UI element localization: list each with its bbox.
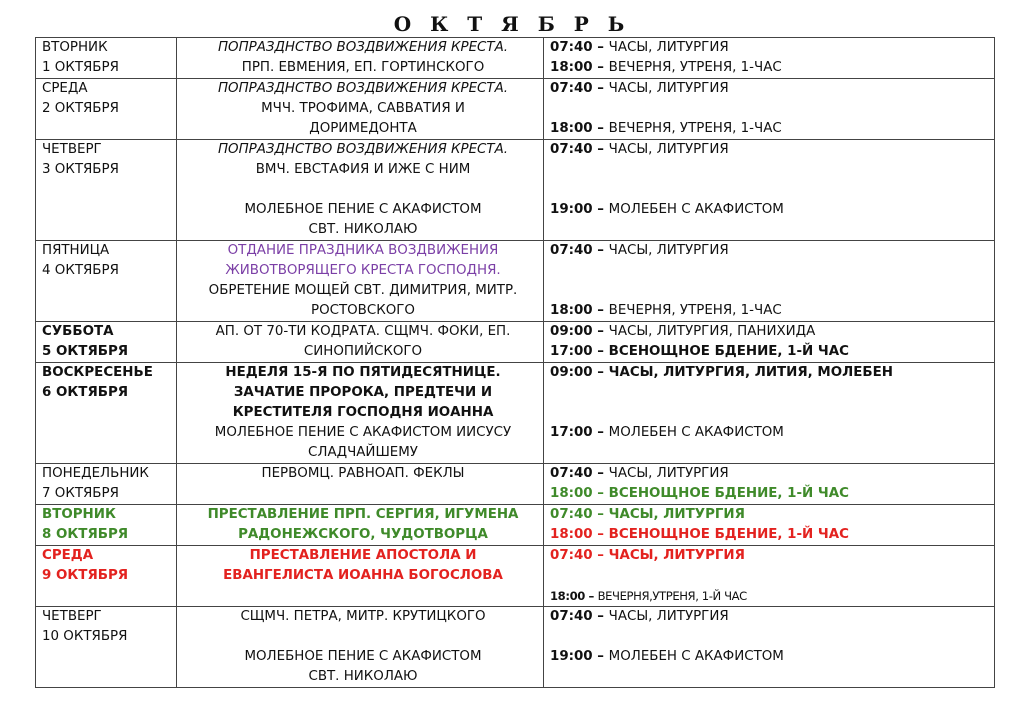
day-cell <box>36 241 177 322</box>
feast-line: МОЛЕБНОЕ ПЕНИЕ С АКАФИСТОМ ИИСУСУ <box>214 425 512 440</box>
service-line <box>550 99 994 119</box>
time-separator: – <box>592 121 609 136</box>
services-cell <box>544 607 995 688</box>
service-description: ЧАСЫ, ЛИТУРГИЯ, ПАНИХИДА <box>608 324 816 339</box>
day-cell <box>36 79 177 140</box>
weekday-label: ВТОРНИК <box>42 40 108 55</box>
feast-cell <box>177 79 544 140</box>
services-cell <box>544 322 995 363</box>
date-label: 4 ОКТЯБРЯ <box>42 263 119 278</box>
service-time: 07:40 <box>550 609 593 624</box>
service-line <box>550 160 994 180</box>
service-line <box>550 140 994 160</box>
service-line <box>550 38 994 58</box>
feast-line: ЕВАНГЕЛИСТА ИОАННА БОГОСЛОВА <box>223 568 503 583</box>
service-time: 09:00 <box>550 365 593 380</box>
services-cell <box>544 505 995 546</box>
service-line <box>550 505 994 525</box>
service-line <box>550 200 994 220</box>
feast-cell <box>177 322 544 363</box>
feast-line: ПЕРВОМЦ. РАВНОАП. ФЕКЛЫ <box>261 466 465 481</box>
weekday-label: ВОСКРЕСЕНЬЕ <box>42 365 153 380</box>
time-separator: – <box>592 324 609 339</box>
feast-line <box>183 180 543 200</box>
feast-line <box>183 627 543 647</box>
feast-line: ПОПРАЗДНСТВО ВОЗДВИЖЕНИЯ КРЕСТА. <box>217 142 509 157</box>
service-line <box>550 484 994 504</box>
service-description: МОЛЕБЕН С АКАФИСТОМ <box>608 649 784 664</box>
day-cell <box>36 546 177 607</box>
services-cell <box>544 140 995 241</box>
schedule-row <box>36 363 995 464</box>
date-label: 9 ОКТЯБРЯ <box>42 568 129 583</box>
service-time: 07:40 <box>550 507 593 522</box>
service-line <box>550 586 994 606</box>
date-label: 8 ОКТЯБРЯ <box>42 527 129 542</box>
service-description: ВСЕНОЩНОЕ БДЕНИЕ, 1-Й ЧАС <box>608 486 849 501</box>
feast-line: ВМЧ. ЕВСТАФИЯ И ИЖЕ С НИМ <box>255 162 471 177</box>
service-time: 18:00 <box>550 527 593 542</box>
date-label: 5 ОКТЯБРЯ <box>42 344 129 359</box>
feast-line: СЛАДЧАЙШЕМУ <box>308 445 418 460</box>
service-description: ВСЕНОЩНОЕ БДЕНИЕ, 1-Й ЧАС <box>608 344 849 359</box>
time-separator: – <box>592 548 609 563</box>
service-time: 07:40 <box>550 40 593 55</box>
time-separator: – <box>592 486 609 501</box>
service-time: 17:00 <box>550 344 593 359</box>
feast-line: ДОРИМЕДОНТА <box>309 121 417 136</box>
service-description: ЧАСЫ, ЛИТУРГИЯ <box>608 81 729 96</box>
time-separator: – <box>592 40 609 55</box>
feast-line: МОЛЕБНОЕ ПЕНИЕ С АКАФИСТОМ <box>244 649 482 664</box>
time-separator: – <box>592 527 609 542</box>
service-time: 19:00 <box>550 649 593 664</box>
service-line <box>550 79 994 99</box>
schedule-body <box>36 38 995 688</box>
schedule-row <box>36 241 995 322</box>
time-separator: – <box>592 425 609 440</box>
service-time: 18:00 <box>550 121 593 136</box>
feast-line: РАДОНЕЖСКОГО, ЧУДОТВОРЦА <box>238 527 488 542</box>
date-label: 3 ОКТЯБРЯ <box>42 162 119 177</box>
services-cell <box>544 241 995 322</box>
date-label: 1 ОКТЯБРЯ <box>42 60 119 75</box>
feast-cell <box>177 363 544 464</box>
time-separator: – <box>592 202 609 217</box>
weekday-label: СРЕДА <box>42 81 88 96</box>
service-description: ЧАСЫ, ЛИТУРГИЯ, ЛИТИЯ, МОЛЕБЕН <box>608 365 893 380</box>
service-time: 18:00 <box>550 589 585 603</box>
feast-cell <box>177 546 544 607</box>
time-separator: – <box>592 507 609 522</box>
weekday-label: СРЕДА <box>42 548 94 563</box>
service-line <box>550 403 994 423</box>
schedule-row <box>36 546 995 607</box>
service-line <box>550 363 994 383</box>
weekday-label: ПЯТНИЦА <box>42 243 110 258</box>
feast-line: ЖИВОТВОРЯЩЕГО КРЕСТА ГОСПОДНЯ. <box>225 263 501 278</box>
schedule-row <box>36 38 995 79</box>
service-description: ЧАСЫ, ЛИТУРГИЯ <box>608 243 729 258</box>
feast-cell <box>177 607 544 688</box>
day-cell <box>36 363 177 464</box>
service-time: 18:00 <box>550 486 593 501</box>
schedule-row <box>36 505 995 546</box>
feast-line: ПРП. ЕВМЕНИЯ, ЕП. ГОРТИНСКОГО <box>241 60 485 75</box>
day-cell <box>36 38 177 79</box>
feast-line: КРЕСТИТЕЛЯ ГОСПОДНЯ ИОАННА <box>232 405 494 420</box>
service-description: ЧАСЫ, ЛИТУРГИЯ <box>608 466 729 481</box>
service-line <box>550 281 994 301</box>
feast-line: СИНОПИЙСКОГО <box>303 344 423 359</box>
weekday-label: СУББОТА <box>42 324 114 339</box>
day-cell <box>36 505 177 546</box>
feast-line: АП. ОТ 70-ТИ КОДРАТА. СЩМЧ. ФОКИ, ЕП. <box>215 324 511 339</box>
feast-line: СВТ. НИКОЛАЮ <box>308 222 418 237</box>
service-description: МОЛЕБЕН С АКАФИСТОМ <box>608 425 784 440</box>
schedule-row <box>36 140 995 241</box>
feast-line: ПОПРАЗДНСТВО ВОЗДВИЖЕНИЯ КРЕСТА. <box>217 40 509 55</box>
service-description: ЧАСЫ, ЛИТУРГИЯ <box>608 40 729 55</box>
service-time: 07:40 <box>550 466 593 481</box>
service-line <box>550 546 994 566</box>
service-description: ЧАСЫ, ЛИТУРГИЯ <box>608 142 729 157</box>
service-description: ВЕЧЕРНЯ, УТРЕНЯ, 1-ЧАС <box>608 121 782 136</box>
feast-line: РОСТОВСКОГО <box>311 303 415 318</box>
service-line <box>550 241 994 261</box>
weekday-label: ВТОРНИК <box>42 507 116 522</box>
feast-line: ОБРЕТЕНИЕ МОЩЕЙ СВТ. ДИМИТРИЯ, МИТР. <box>208 283 518 298</box>
day-cell <box>36 322 177 363</box>
feast-line: ОТДАНИЕ ПРАЗДНИКА ВОЗДВИЖЕНИЯ <box>227 243 499 258</box>
services-cell <box>544 38 995 79</box>
feast-line: СВТ. НИКОЛАЮ <box>308 669 418 684</box>
service-time: 07:40 <box>550 243 593 258</box>
feast-line: СЩМЧ. ПЕТРА, МИТР. КРУТИЦКОГО <box>240 609 486 624</box>
services-cell <box>544 79 995 140</box>
feast-cell <box>177 38 544 79</box>
feast-line: НЕДЕЛЯ 15-Я ПО ПЯТИДЕСЯТНИЦЕ. <box>225 365 501 380</box>
service-description: ВЕЧЕРНЯ, УТРЕНЯ, 1-ЧАС <box>608 303 782 318</box>
feast-cell <box>177 464 544 505</box>
feast-cell <box>177 505 544 546</box>
service-time: 07:40 <box>550 81 593 96</box>
service-line <box>550 627 994 647</box>
service-time: 09:00 <box>550 324 593 339</box>
date-label: 2 ОКТЯБРЯ <box>42 101 119 116</box>
service-line <box>550 647 994 667</box>
service-line <box>550 525 994 545</box>
services-cell <box>544 464 995 505</box>
service-line <box>550 261 994 281</box>
time-separator: – <box>592 60 609 75</box>
day-cell <box>36 140 177 241</box>
service-line <box>550 383 994 403</box>
feast-line: МЧЧ. ТРОФИМА, САВВАТИЯ И <box>261 101 465 116</box>
service-description: МОЛЕБЕН С АКАФИСТОМ <box>608 202 784 217</box>
feast-line: ПОПРАЗДНСТВО ВОЗДВИЖЕНИЯ КРЕСТА. <box>217 81 509 96</box>
schedule-table <box>35 37 995 688</box>
schedule-row <box>36 607 995 688</box>
service-line <box>550 607 994 627</box>
time-separator: – <box>592 649 609 664</box>
time-separator: – <box>592 81 609 96</box>
date-label: 10 ОКТЯБРЯ <box>42 629 128 644</box>
day-cell <box>36 607 177 688</box>
service-time: 17:00 <box>550 425 593 440</box>
feast-line: ПРЕСТАВЛЕНИЕ АПОСТОЛА И <box>249 548 477 563</box>
time-separator: – <box>592 243 609 258</box>
service-time: 07:40 <box>550 548 593 563</box>
date-label: 6 ОКТЯБРЯ <box>42 385 129 400</box>
feast-cell <box>177 241 544 322</box>
service-description: ВЕЧЕРНЯ, УТРЕНЯ, 1-ЧАС <box>608 60 782 75</box>
time-separator: – <box>592 609 609 624</box>
service-description: ВСЕНОЩНОЕ БДЕНИЕ, 1-Й ЧАС <box>608 527 849 542</box>
schedule-row <box>36 464 995 505</box>
date-label: 7 ОКТЯБРЯ <box>42 486 119 501</box>
service-description: ВЕЧЕРНЯ,УТРЕНЯ, 1-Й ЧАС <box>597 589 747 603</box>
service-line <box>550 119 994 139</box>
service-line <box>550 423 994 443</box>
service-description: ЧАСЫ, ЛИТУРГИЯ <box>608 548 745 563</box>
time-separator: – <box>592 365 609 380</box>
feast-line: МОЛЕБНОЕ ПЕНИЕ С АКАФИСТОМ <box>244 202 482 217</box>
time-separator: – <box>592 142 609 157</box>
feast-line: ПРЕСТАВЛЕНИЕ ПРП. СЕРГИЯ, ИГУМЕНА <box>207 507 519 522</box>
time-separator: – <box>592 466 609 481</box>
service-time: 18:00 <box>550 60 593 75</box>
service-line <box>550 58 994 78</box>
service-line <box>550 342 994 362</box>
feast-cell <box>177 140 544 241</box>
page-title: О К Т Я Б Р Ь <box>393 12 631 36</box>
feast-line: ЗАЧАТИЕ ПРОРОКА, ПРЕДТЕЧИ И <box>233 385 493 400</box>
service-line <box>550 464 994 484</box>
services-cell <box>544 546 995 607</box>
time-separator: – <box>592 303 609 318</box>
service-description: ЧАСЫ, ЛИТУРГИЯ <box>608 507 745 522</box>
schedule-row <box>36 79 995 140</box>
weekday-label: ЧЕТВЕРГ <box>42 142 102 157</box>
service-time: 19:00 <box>550 202 593 217</box>
service-line <box>550 180 994 200</box>
weekday-label: ЧЕТВЕРГ <box>42 609 102 624</box>
service-line <box>550 301 994 321</box>
service-time: 07:40 <box>550 142 593 157</box>
service-description: ЧАСЫ, ЛИТУРГИЯ <box>608 609 729 624</box>
service-line <box>550 322 994 342</box>
time-separator: – <box>584 589 598 603</box>
time-separator: – <box>592 344 609 359</box>
schedule-row <box>36 322 995 363</box>
weekday-label: ПОНЕДЕЛЬНИК <box>42 466 149 481</box>
services-cell <box>544 363 995 464</box>
service-line <box>550 566 994 586</box>
service-time: 18:00 <box>550 303 593 318</box>
day-cell <box>36 464 177 505</box>
